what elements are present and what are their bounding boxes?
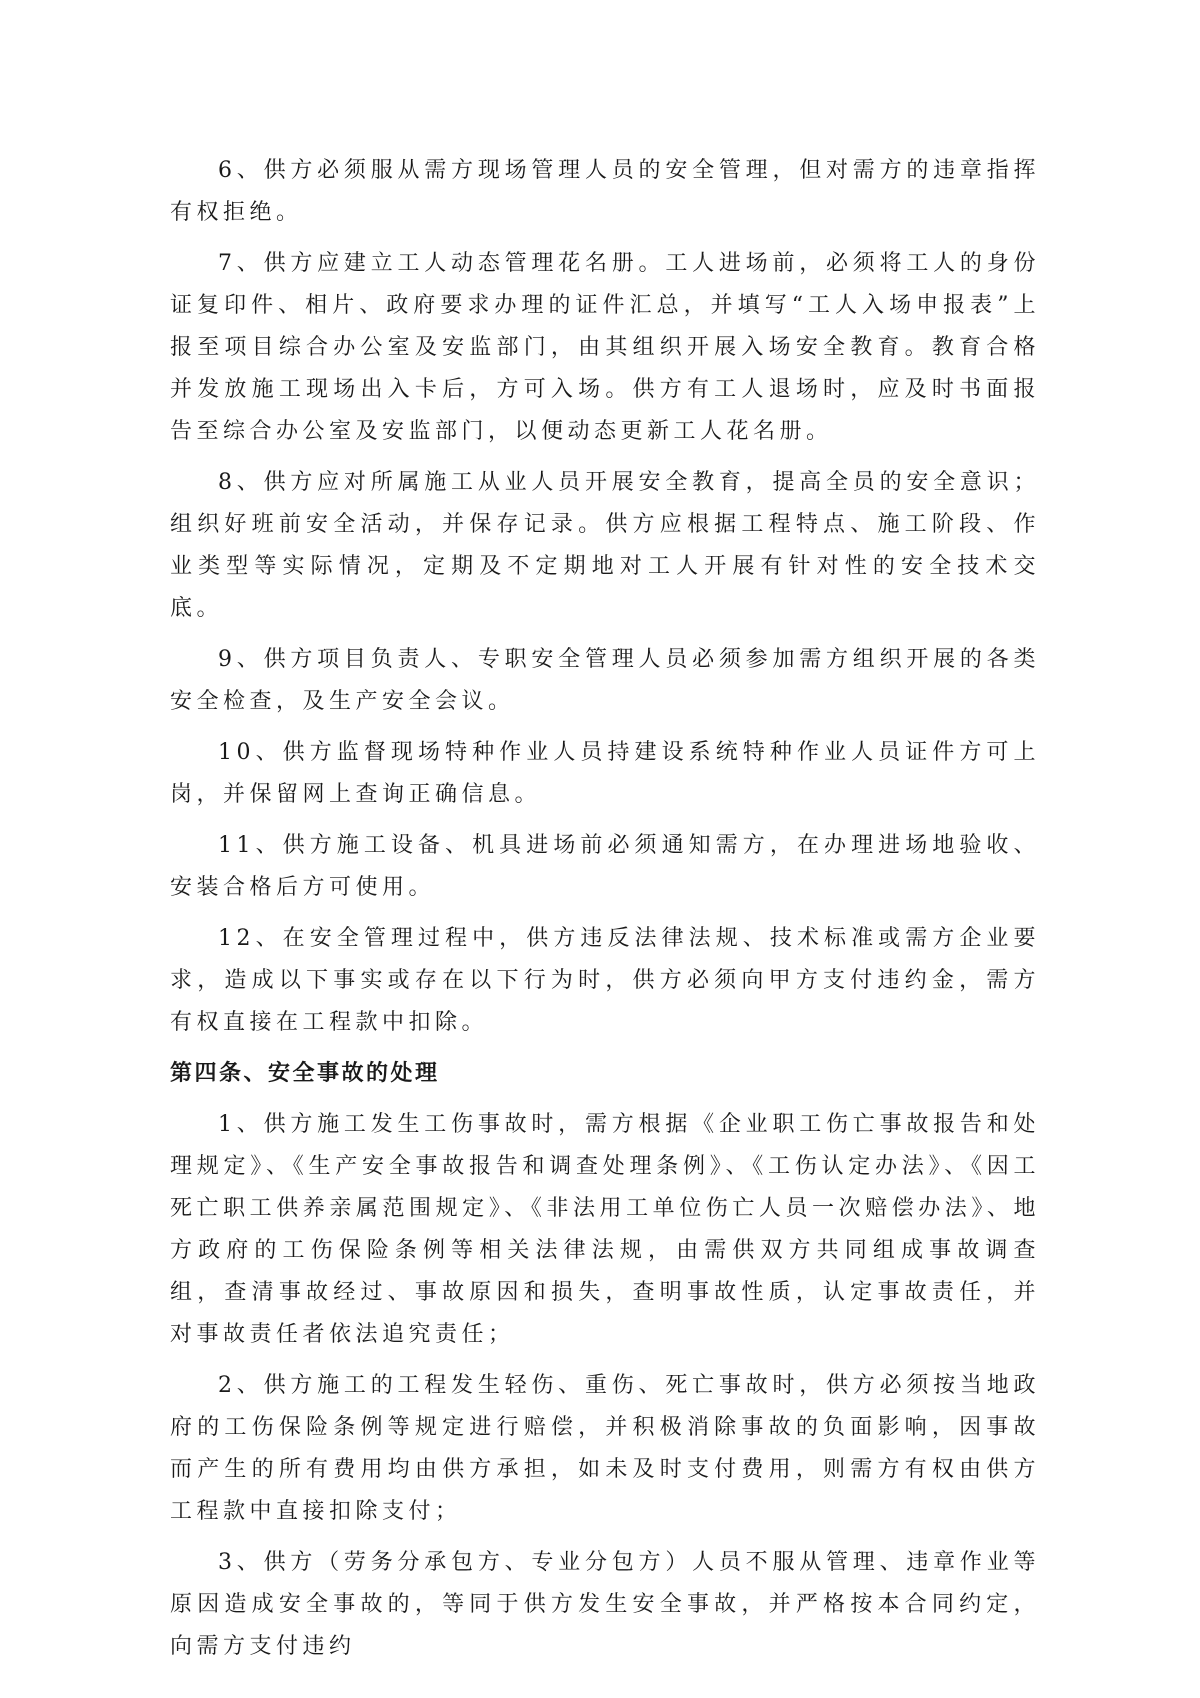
clause-8: 8、供方应对所属施工从业人员开展安全教育，提高全员的安全意识；组织好班前安全活动，并保存记录。供方应根据工程特点、施工阶段、作业类型等实际情况，定期及不定期地对工人开展有针对性的安全技术交底。 <box>170 470 1040 621</box>
clause-6: 6、供方必须服从需方现场管理人员的安全管理，但对需方的违章指挥有权拒绝。 <box>170 158 1040 225</box>
clause-12: 12、在安全管理过程中，供方违反法律法规、技术标准或需方企业要求，造成以下事实或存在以下行为时，供方必须向甲方支付违约金，需方有权直接在工程款中扣除。 <box>170 926 1040 1035</box>
section-heading: 第四条、安全事故的处理 <box>170 1061 440 1086</box>
clause-11: 11、供方施工设备、机具进场前必须通知需方，在办理进场地验收、安装合格后方可使用。 <box>170 833 1040 900</box>
document-page <box>170 150 1040 1677</box>
clause-10: 10、供方监督现场特种作业人员持建设系统特种作业人员证件方可上岗，并保留网上查询正确信息。 <box>170 740 1040 807</box>
accident-clause-1: 1、供方施工发生工伤事故时，需方根据《企业职工伤亡事故报告和处理规定》、《生产安全事故报告和调查处理条例》、《工伤认定办法》、《因工死亡职工供养亲属范围规定》、《非法用工单位伤亡人员一次赔偿办法》、地方政府的工伤保险条例等相关法律法规，由需供双方共同组成事故调查组，查清事故经过、事故原因和损失，查明事故性质，认定事故责任，并对事故责任者依法追究责任； <box>170 1112 1040 1347</box>
clause-9: 9、供方项目负责人、专职安全管理人员必须参加需方组织开展的各类安全检查，及生产安全会议。 <box>170 647 1040 714</box>
accident-clause-2: 2、供方施工的工程发生轻伤、重伤、死亡事故时，供方必须按当地政府的工伤保险条例等规定进行赔偿，并积极消除事故的负面影响，因事故而产生的所有费用均由供方承担，如未及时支付费用，则需方有权由供方工程款中直接扣除支付； <box>170 1373 1040 1524</box>
clause-7: 7、供方应建立工人动态管理花名册。工人进场前，必须将工人的身份证复印件、相片、政府要求办理的证件汇总，并填写“工人入场申报表”上报至项目综合办公室及安监部门，由其组织开展入场安全教育。教育合格并发放施工现场出入卡后，方可入场。供方有工人退场时，应及时书面报告至综合办公室及安监部门，以便动态更新工人花名册。 <box>170 251 1040 444</box>
accident-clause-3: 3、供方（劳务分承包方、专业分包方）人员不服从管理、违章作业等原因造成安全事故的，等同于供方发生安全事故，并严格按本合同约定，向需方支付违约 <box>170 1550 1040 1659</box>
